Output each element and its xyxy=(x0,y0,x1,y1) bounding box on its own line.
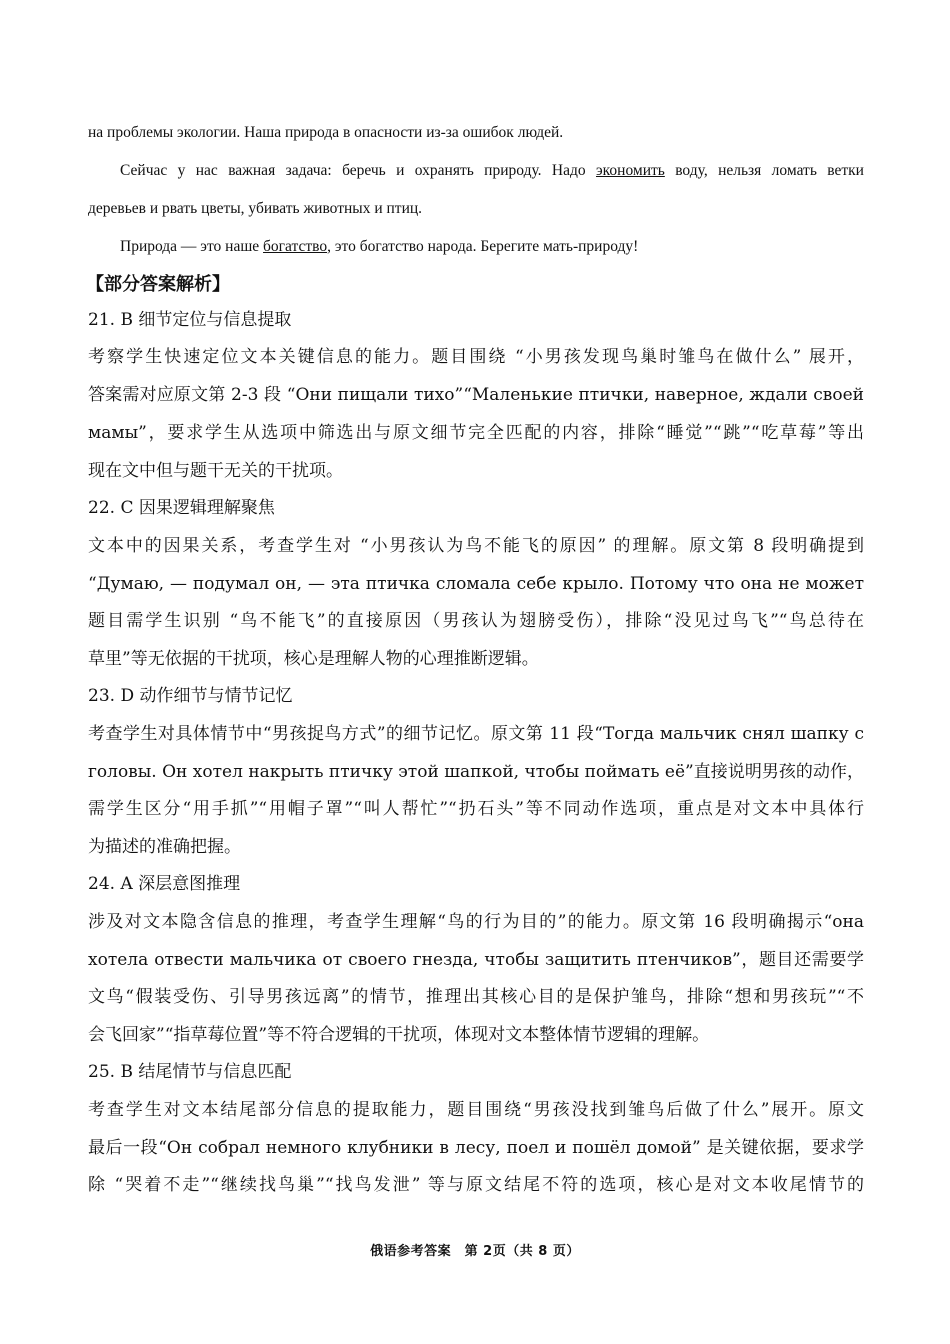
answer-item-line: 考查学生对文本结尾部分信息的提取能力，题目围绕“男孩没找到雏鸟后做了什么”展开。原文 xyxy=(88,1100,864,1120)
answer-item-title: 23. D 动作细节与情节记忆 xyxy=(88,686,293,706)
answer-item-line: 现在文中但与题干无关的干扰项。 xyxy=(88,461,343,481)
passage-text: Сейчас у нас важная задача: беречь и охранять природу. Надо xyxy=(120,162,596,179)
passage-paragraph-2-line-2: деревьев и рвать цветы, убивать животных и птиц. xyxy=(88,200,423,217)
answer-item-line: 需学生区分“用手抓”“用帽子罩”“叫人帮忙”“扔石头”等不同动作选项，重点是对文本中具体行 xyxy=(88,799,864,819)
passage-text: Природа — это наше xyxy=(120,238,264,255)
answer-item-line: хотела отвести мальчика от своего гнезда, чтобы защитить птенчиков”，题目还需要学 xyxy=(88,950,864,970)
answer-item-line: “Думаю, — подумал он, — эта птичка сломала себе крыло. Потому что она не может xyxy=(88,574,864,594)
page-footer: 俄语参考答案 第 2页（共 8 页） xyxy=(370,1244,580,1259)
underlined-word-wealth: богатство xyxy=(263,238,328,255)
answer-item-line: 涉及对文本隐含信息的推理，考查学生理解“鸟的行为目的”的能力。原文第 16 段明确揭示“она xyxy=(88,912,864,932)
answer-item-line: 考查学生对具体情节中“男孩捉鸟方式”的细节记忆。原文第 11 段“Тогда мальчик снял шапку с xyxy=(88,724,864,744)
answer-item-line: 草里”等无依据的干扰项，核心是理解人物的心理推断逻辑。 xyxy=(88,649,539,669)
passage-line-1: на проблемы экологии. Наша природа в опасности из-за ошибок людей. xyxy=(88,124,564,141)
passage-text: воду, нельзя ломать ветки xyxy=(664,162,864,179)
section-heading: 【部分答案解析】 xyxy=(86,274,230,295)
answer-item-line: головы. Он хотел накрыть птичку этой шапкой, чтобы поймать её”直接说明男孩的动作， xyxy=(88,762,864,782)
answer-item-line: 最后一段“Он собрал немного клубники в лесу, поел и пошёл домой” 是关键依据，要求学 xyxy=(88,1138,864,1158)
passage-paragraph-2-line-1 xyxy=(120,162,864,180)
answer-item-line: 题目需学生识别 “鸟不能飞”的直接原因（男孩认为翅膀受伤），排除“没见过鸟飞”“鸟总待在 xyxy=(88,611,864,631)
answer-item-line: мамы”，要求学生从选项中筛选出与原文细节完全匹配的内容，排除“睡觉”“跳”“吃草莓”等出 xyxy=(88,423,864,443)
passage-text: , это богатство народа. Берегите мать-природу! xyxy=(327,238,639,255)
answer-item-title: 25. B 结尾情节与信息匹配 xyxy=(88,1062,292,1082)
answer-item-title: 22. C 因果逻辑理解聚焦 xyxy=(88,498,275,518)
answer-item-title: 24. A 深层意图推理 xyxy=(88,874,241,894)
answer-item-line: 除 “哭着不走”“继续找鸟巢”“找鸟发泄” 等与原文结尾不符的选项，核心是对文本收尾情节的 xyxy=(88,1175,864,1195)
answer-item-line: 会飞回家”“指草莓位置”等不符合逻辑的干扰项，体现对文本整体情节逻辑的理解。 xyxy=(88,1025,710,1045)
answer-item-line: 文本中的因果关系，考查学生对 “小男孩认为鸟不能飞的原因” 的理解。原文第 8 段明确提到 xyxy=(88,536,864,556)
answer-item-line: 考察学生快速定位文本关键信息的能力。题目围绕 “小男孩发现鸟巢时雏鸟在做什么” 展开， xyxy=(88,347,864,367)
underlined-word-economize: экономить xyxy=(596,162,665,179)
answer-item-line: 文鸟“假装受伤、引导男孩远离”的情节，推理出其核心目的是保护雏鸟，排除“想和男孩玩”“不 xyxy=(88,987,864,1007)
answer-item-title: 21. B 细节定位与信息提取 xyxy=(88,310,292,330)
passage-paragraph-3 xyxy=(120,238,638,256)
answer-item-line: 答案需对应原文第 2-3 段 “Они пищали тихо”“Маленькие птички, наверное, ждали своей xyxy=(88,385,864,405)
answer-item-line: 为描述的准确把握。 xyxy=(88,837,241,857)
